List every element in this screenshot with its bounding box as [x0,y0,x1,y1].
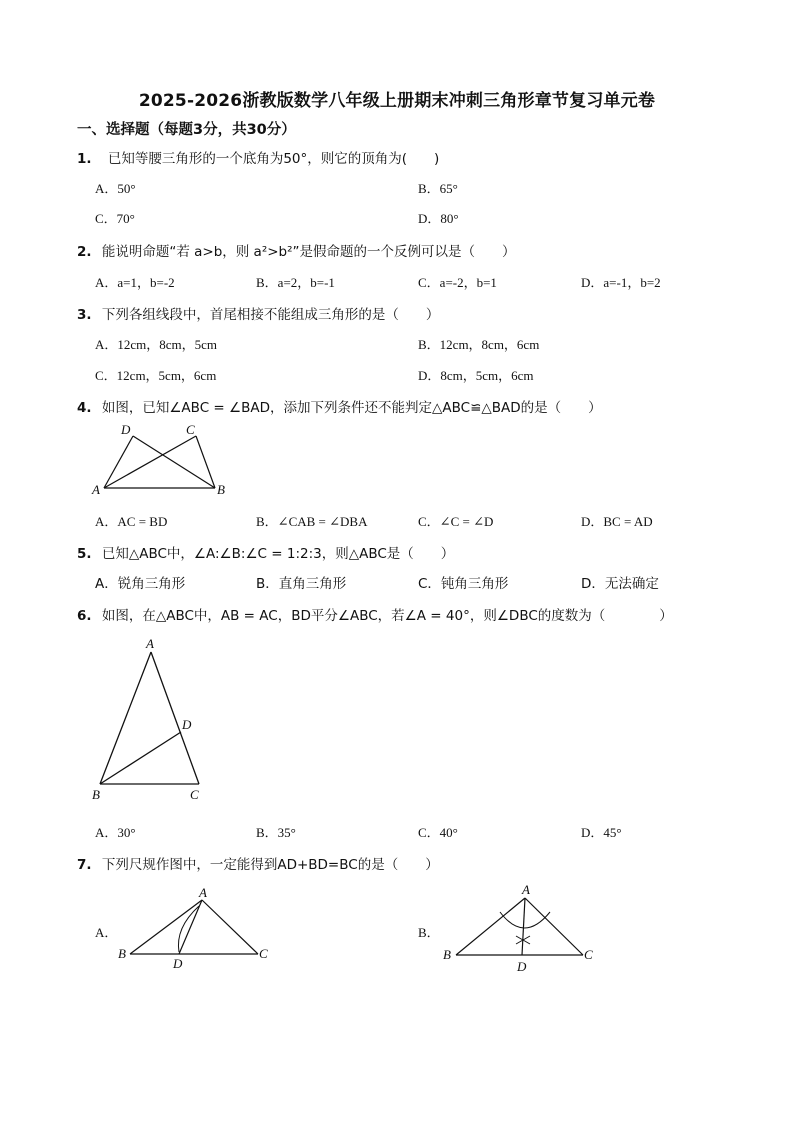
question-text: 能说明命题“若 a>b，则 a²>b²”是假命题的一个反例可以是（ ） [101,244,516,260]
vertex-label-d: D [517,959,527,974]
question-5 [77,542,454,562]
figure-isosceles-triangle [88,634,218,806]
vertex-label-c: C [584,947,593,962]
question-1 [77,147,439,167]
option-b[interactable]: B．12cm，8cm，6cm [418,337,540,352]
figure-construction-a [115,884,275,970]
option-c[interactable]: C．40° [418,825,458,840]
question-text: 如图，已知∠ABC = ∠BAD，添加下列条件还不能判定△ABC≌△BAD的是（ ） [101,400,602,416]
option-d[interactable]: D．a=-1，b=2 [581,275,661,290]
option-a[interactable]: A．a=1，b=-2 [95,275,175,290]
vertex-label-a: A [199,885,207,900]
vertex-label-d: D [173,956,183,970]
option-b[interactable]: B．∠CAB = ∠DBA [256,514,368,529]
question-4 [77,396,602,416]
option-c[interactable]: C．70° [95,211,135,226]
vertex-label-c: C [186,422,195,437]
option-d[interactable]: D．BC = AD [581,514,653,529]
question-3 [77,303,439,323]
vertex-label-b: B [217,482,225,497]
option-c[interactable]: C．钝角三角形 [418,576,509,592]
question-number: 4. [77,400,92,416]
option-a[interactable]: A．锐角三角形 [95,576,186,592]
vertex-label-b: B [443,947,451,962]
question-text: 已知△ABC中，∠A:∠B:∠C = 1:2:3，则△ABC是（ ） [101,546,455,562]
option-d[interactable]: D．45° [581,825,622,840]
figure-construction-b [438,882,603,974]
option-a[interactable]: A． [95,925,118,940]
vertex-label-a: A [92,482,100,497]
question-7 [77,853,439,873]
page-title: 2025-2026浙教版数学八年级上册期末冲刺三角形章节复习单元卷 [138,91,656,111]
question-number: 3. [77,307,92,323]
vertex-label-a: A [522,882,530,897]
question-text: 已知等腰三角形的一个底角为50°，则它的顶角为( ) [107,151,440,167]
option-b[interactable]: B．65° [418,181,458,196]
vertex-label-d: D [182,717,192,732]
vertex-label-d: D [121,422,131,437]
vertex-label-b: B [118,946,126,961]
vertex-label-b: B [92,787,100,802]
option-b[interactable]: B． [418,925,440,940]
option-b[interactable]: B．35° [256,825,296,840]
option-c[interactable]: C．a=-2，b=1 [418,275,497,290]
section-heading: 一、选择题（每题3分，共30分） [77,122,296,138]
vertex-label-c: C [259,946,268,961]
vertex-label-a: A [146,636,154,651]
question-text: 下列各组线段中，首尾相接不能组成三角形的是（ ） [101,307,440,323]
question-number: 7. [77,857,92,873]
option-d[interactable]: D．无法确定 [581,576,659,592]
question-6 [77,604,673,624]
question-text: 如图，在△ABC中，AB = AC，BD平分∠ABC，若∠A = 40°，则∠DBC的度数为（ ） [101,608,673,624]
question-number: 6. [77,608,92,624]
question-text: 下列尺规作图中，一定能得到AD+BD=BC的是（ ） [101,857,439,873]
question-2 [77,240,516,260]
question-number: 1. [77,151,92,167]
option-d[interactable]: D．80° [418,211,459,226]
option-b[interactable]: B．a=2，b=-1 [256,275,335,290]
option-a[interactable]: A．30° [95,825,136,840]
option-a[interactable]: A．12cm，8cm，5cm [95,337,218,352]
option-b[interactable]: B．直角三角形 [256,576,347,592]
vertex-label-c: C [190,787,199,802]
question-number: 2. [77,244,92,260]
option-a[interactable]: A．50° [95,181,136,196]
figure-quadrilateral-crossed [88,418,238,500]
question-number: 5. [77,546,92,562]
option-d[interactable]: D．8cm，5cm，6cm [418,368,534,383]
option-a[interactable]: A．AC = BD [95,514,168,529]
option-c[interactable]: C．∠C = ∠D [418,514,494,529]
option-c[interactable]: C．12cm，5cm，6cm [95,368,217,383]
